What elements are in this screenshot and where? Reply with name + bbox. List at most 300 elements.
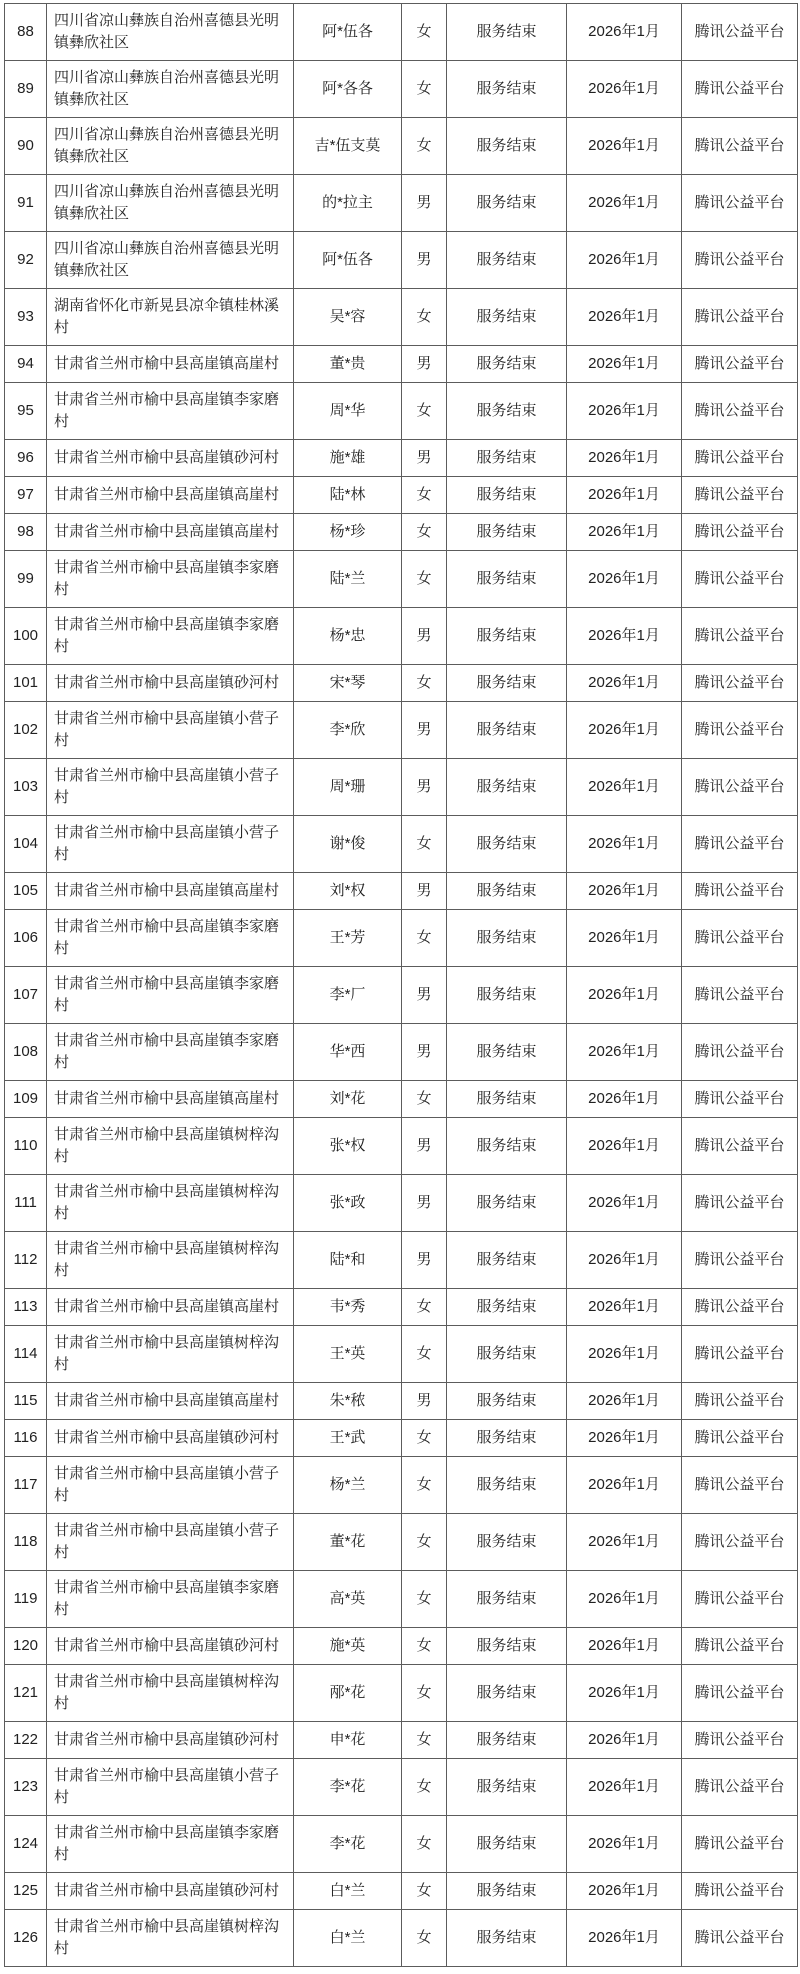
status-cell: 服务结束 xyxy=(447,665,567,702)
name-cell: 邴*花 xyxy=(294,1665,402,1722)
platform-cell: 腾讯公益平台 xyxy=(682,759,798,816)
address-cell: 甘肃省兰州市榆中县高崖镇高崖村 xyxy=(47,873,294,910)
date-cell: 2026年1月 xyxy=(567,514,682,551)
gender-cell: 女 xyxy=(402,383,447,440)
address-cell: 四川省凉山彝族自治州喜德县光明镇彝欣社区 xyxy=(47,232,294,289)
table-row xyxy=(5,1759,798,1816)
row-number-cell: 113 xyxy=(5,1289,47,1326)
name-cell: 谢*俊 xyxy=(294,816,402,873)
address-cell: 甘肃省兰州市榆中县高崖镇李家磨村 xyxy=(47,910,294,967)
gender-cell: 男 xyxy=(402,608,447,665)
table-row xyxy=(5,1175,798,1232)
status-cell: 服务结束 xyxy=(447,175,567,232)
platform-cell: 腾讯公益平台 xyxy=(682,1289,798,1326)
gender-cell: 女 xyxy=(402,1665,447,1722)
row-number-cell: 110 xyxy=(5,1118,47,1175)
address-cell: 甘肃省兰州市榆中县高崖镇高崖村 xyxy=(47,514,294,551)
gender-cell: 女 xyxy=(402,1759,447,1816)
row-number-cell: 93 xyxy=(5,289,47,346)
platform-cell: 腾讯公益平台 xyxy=(682,1759,798,1816)
platform-cell: 腾讯公益平台 xyxy=(682,1457,798,1514)
address-cell: 甘肃省兰州市榆中县高崖镇小营子村 xyxy=(47,816,294,873)
date-cell: 2026年1月 xyxy=(567,608,682,665)
status-cell: 服务结束 xyxy=(447,910,567,967)
date-cell: 2026年1月 xyxy=(567,1816,682,1873)
address-cell: 甘肃省兰州市榆中县高崖镇高崖村 xyxy=(47,1081,294,1118)
address-cell: 甘肃省兰州市榆中县高崖镇树梓沟村 xyxy=(47,1118,294,1175)
status-cell: 服务结束 xyxy=(447,383,567,440)
date-cell: 2026年1月 xyxy=(567,346,682,383)
platform-cell: 腾讯公益平台 xyxy=(682,289,798,346)
platform-cell: 腾讯公益平台 xyxy=(682,61,798,118)
name-cell: 华*西 xyxy=(294,1024,402,1081)
platform-cell: 腾讯公益平台 xyxy=(682,551,798,608)
row-number-cell: 124 xyxy=(5,1816,47,1873)
gender-cell: 女 xyxy=(402,665,447,702)
address-cell: 甘肃省兰州市榆中县高崖镇高崖村 xyxy=(47,346,294,383)
gender-cell: 男 xyxy=(402,1024,447,1081)
date-cell: 2026年1月 xyxy=(567,1910,682,1967)
gender-cell: 女 xyxy=(402,1816,447,1873)
address-cell: 甘肃省兰州市榆中县高崖镇李家磨村 xyxy=(47,1571,294,1628)
table-row xyxy=(5,1816,798,1873)
name-cell: 高*英 xyxy=(294,1571,402,1628)
date-cell: 2026年1月 xyxy=(567,1175,682,1232)
address-cell: 甘肃省兰州市榆中县高崖镇树梓沟村 xyxy=(47,1665,294,1722)
status-cell: 服务结束 xyxy=(447,1420,567,1457)
address-cell: 甘肃省兰州市榆中县高崖镇高崖村 xyxy=(47,477,294,514)
platform-cell: 腾讯公益平台 xyxy=(682,514,798,551)
name-cell: 朱*秾 xyxy=(294,1383,402,1420)
table-row xyxy=(5,1118,798,1175)
platform-cell: 腾讯公益平台 xyxy=(682,910,798,967)
table-row xyxy=(5,1289,798,1326)
name-cell: 王*英 xyxy=(294,1326,402,1383)
gender-cell: 女 xyxy=(402,1571,447,1628)
platform-cell: 腾讯公益平台 xyxy=(682,118,798,175)
address-cell: 甘肃省兰州市榆中县高崖镇砂河村 xyxy=(47,1873,294,1910)
name-cell: 周*珊 xyxy=(294,759,402,816)
address-cell: 甘肃省兰州市榆中县高崖镇李家磨村 xyxy=(47,608,294,665)
row-number-cell: 114 xyxy=(5,1326,47,1383)
table-row xyxy=(5,118,798,175)
row-number-cell: 100 xyxy=(5,608,47,665)
gender-cell: 男 xyxy=(402,1383,447,1420)
name-cell: 李*厂 xyxy=(294,967,402,1024)
date-cell: 2026年1月 xyxy=(567,967,682,1024)
gender-cell: 女 xyxy=(402,1420,447,1457)
table-row xyxy=(5,1232,798,1289)
row-number-cell: 117 xyxy=(5,1457,47,1514)
table-row xyxy=(5,1514,798,1571)
date-cell: 2026年1月 xyxy=(567,1722,682,1759)
table-row xyxy=(5,816,798,873)
address-cell: 甘肃省兰州市榆中县高崖镇高崖村 xyxy=(47,1289,294,1326)
row-number-cell: 123 xyxy=(5,1759,47,1816)
status-cell: 服务结束 xyxy=(447,1514,567,1571)
row-number-cell: 108 xyxy=(5,1024,47,1081)
platform-cell: 腾讯公益平台 xyxy=(682,816,798,873)
status-cell: 服务结束 xyxy=(447,61,567,118)
row-number-cell: 126 xyxy=(5,1910,47,1967)
name-cell: 申*花 xyxy=(294,1722,402,1759)
row-number-cell: 95 xyxy=(5,383,47,440)
gender-cell: 女 xyxy=(402,1628,447,1665)
status-cell: 服务结束 xyxy=(447,1232,567,1289)
status-cell: 服务结束 xyxy=(447,1759,567,1816)
name-cell: 陆*和 xyxy=(294,1232,402,1289)
row-number-cell: 121 xyxy=(5,1665,47,1722)
platform-cell: 腾讯公益平台 xyxy=(682,1175,798,1232)
gender-cell: 男 xyxy=(402,702,447,759)
row-number-cell: 91 xyxy=(5,175,47,232)
gender-cell: 女 xyxy=(402,4,447,61)
row-number-cell: 109 xyxy=(5,1081,47,1118)
status-cell: 服务结束 xyxy=(447,1081,567,1118)
name-cell: 王*芳 xyxy=(294,910,402,967)
name-cell: 白*兰 xyxy=(294,1873,402,1910)
date-cell: 2026年1月 xyxy=(567,702,682,759)
platform-cell: 腾讯公益平台 xyxy=(682,873,798,910)
address-cell: 四川省凉山彝族自治州喜德县光明镇彝欣社区 xyxy=(47,61,294,118)
status-cell: 服务结束 xyxy=(447,1289,567,1326)
address-cell: 湖南省怀化市新晃县凉伞镇桂林溪村 xyxy=(47,289,294,346)
platform-cell: 腾讯公益平台 xyxy=(682,1326,798,1383)
name-cell: 杨*珍 xyxy=(294,514,402,551)
name-cell: 张*权 xyxy=(294,1118,402,1175)
date-cell: 2026年1月 xyxy=(567,383,682,440)
status-cell: 服务结束 xyxy=(447,232,567,289)
platform-cell: 腾讯公益平台 xyxy=(682,477,798,514)
row-number-cell: 103 xyxy=(5,759,47,816)
platform-cell: 腾讯公益平台 xyxy=(682,1118,798,1175)
row-number-cell: 112 xyxy=(5,1232,47,1289)
platform-cell: 腾讯公益平台 xyxy=(682,1383,798,1420)
name-cell: 韦*秀 xyxy=(294,1289,402,1326)
table-row xyxy=(5,61,798,118)
status-cell: 服务结束 xyxy=(447,1722,567,1759)
date-cell: 2026年1月 xyxy=(567,759,682,816)
row-number-cell: 99 xyxy=(5,551,47,608)
date-cell: 2026年1月 xyxy=(567,1457,682,1514)
address-cell: 甘肃省兰州市榆中县高崖镇砂河村 xyxy=(47,665,294,702)
gender-cell: 女 xyxy=(402,118,447,175)
address-cell: 甘肃省兰州市榆中县高崖镇树梓沟村 xyxy=(47,1326,294,1383)
date-cell: 2026年1月 xyxy=(567,1081,682,1118)
gender-cell: 女 xyxy=(402,1457,447,1514)
address-cell: 甘肃省兰州市榆中县高崖镇砂河村 xyxy=(47,1420,294,1457)
date-cell: 2026年1月 xyxy=(567,4,682,61)
platform-cell: 腾讯公益平台 xyxy=(682,608,798,665)
platform-cell: 腾讯公益平台 xyxy=(682,1910,798,1967)
address-cell: 甘肃省兰州市榆中县高崖镇小营子村 xyxy=(47,759,294,816)
table-row xyxy=(5,1420,798,1457)
platform-cell: 腾讯公益平台 xyxy=(682,1514,798,1571)
gender-cell: 男 xyxy=(402,440,447,477)
gender-cell: 男 xyxy=(402,346,447,383)
address-cell: 甘肃省兰州市榆中县高崖镇李家磨村 xyxy=(47,967,294,1024)
gender-cell: 男 xyxy=(402,1118,447,1175)
address-cell: 四川省凉山彝族自治州喜德县光明镇彝欣社区 xyxy=(47,118,294,175)
platform-cell: 腾讯公益平台 xyxy=(682,1232,798,1289)
name-cell: 阿*伍各 xyxy=(294,232,402,289)
platform-cell: 腾讯公益平台 xyxy=(682,175,798,232)
status-cell: 服务结束 xyxy=(447,514,567,551)
status-cell: 服务结束 xyxy=(447,1816,567,1873)
name-cell: 李*欣 xyxy=(294,702,402,759)
name-cell: 施*雄 xyxy=(294,440,402,477)
date-cell: 2026年1月 xyxy=(567,232,682,289)
name-cell: 刘*权 xyxy=(294,873,402,910)
status-cell: 服务结束 xyxy=(447,1571,567,1628)
table-row xyxy=(5,1457,798,1514)
gender-cell: 男 xyxy=(402,1175,447,1232)
address-cell: 甘肃省兰州市榆中县高崖镇小营子村 xyxy=(47,1514,294,1571)
status-cell: 服务结束 xyxy=(447,1665,567,1722)
beneficiary-table-body xyxy=(5,4,798,1967)
name-cell: 杨*兰 xyxy=(294,1457,402,1514)
gender-cell: 女 xyxy=(402,1289,447,1326)
table-row xyxy=(5,1571,798,1628)
row-number-cell: 107 xyxy=(5,967,47,1024)
address-cell: 甘肃省兰州市榆中县高崖镇李家磨村 xyxy=(47,1816,294,1873)
platform-cell: 腾讯公益平台 xyxy=(682,1081,798,1118)
gender-cell: 女 xyxy=(402,1910,447,1967)
name-cell: 阿*伍各 xyxy=(294,4,402,61)
platform-cell: 腾讯公益平台 xyxy=(682,440,798,477)
row-number-cell: 122 xyxy=(5,1722,47,1759)
table-row xyxy=(5,1665,798,1722)
name-cell: 王*武 xyxy=(294,1420,402,1457)
platform-cell: 腾讯公益平台 xyxy=(682,702,798,759)
name-cell: 杨*忠 xyxy=(294,608,402,665)
status-cell: 服务结束 xyxy=(447,289,567,346)
table-row xyxy=(5,1628,798,1665)
status-cell: 服务结束 xyxy=(447,346,567,383)
platform-cell: 腾讯公益平台 xyxy=(682,1024,798,1081)
date-cell: 2026年1月 xyxy=(567,1289,682,1326)
date-cell: 2026年1月 xyxy=(567,1326,682,1383)
row-number-cell: 105 xyxy=(5,873,47,910)
date-cell: 2026年1月 xyxy=(567,1024,682,1081)
address-cell: 甘肃省兰州市榆中县高崖镇砂河村 xyxy=(47,440,294,477)
date-cell: 2026年1月 xyxy=(567,440,682,477)
table-row xyxy=(5,232,798,289)
name-cell: 白*兰 xyxy=(294,1910,402,1967)
name-cell: 的*拉主 xyxy=(294,175,402,232)
address-cell: 甘肃省兰州市榆中县高崖镇李家磨村 xyxy=(47,551,294,608)
date-cell: 2026年1月 xyxy=(567,1232,682,1289)
date-cell: 2026年1月 xyxy=(567,1759,682,1816)
name-cell: 陆*兰 xyxy=(294,551,402,608)
date-cell: 2026年1月 xyxy=(567,1118,682,1175)
status-cell: 服务结束 xyxy=(447,1024,567,1081)
gender-cell: 女 xyxy=(402,61,447,118)
date-cell: 2026年1月 xyxy=(567,289,682,346)
platform-cell: 腾讯公益平台 xyxy=(682,232,798,289)
table-row xyxy=(5,967,798,1024)
table-row xyxy=(5,1910,798,1967)
address-cell: 甘肃省兰州市榆中县高崖镇小营子村 xyxy=(47,702,294,759)
platform-cell: 腾讯公益平台 xyxy=(682,1873,798,1910)
platform-cell: 腾讯公益平台 xyxy=(682,346,798,383)
table-row xyxy=(5,175,798,232)
date-cell: 2026年1月 xyxy=(567,910,682,967)
row-number-cell: 116 xyxy=(5,1420,47,1457)
date-cell: 2026年1月 xyxy=(567,665,682,702)
row-number-cell: 111 xyxy=(5,1175,47,1232)
gender-cell: 女 xyxy=(402,477,447,514)
row-number-cell: 106 xyxy=(5,910,47,967)
platform-cell: 腾讯公益平台 xyxy=(682,665,798,702)
date-cell: 2026年1月 xyxy=(567,1514,682,1571)
platform-cell: 腾讯公益平台 xyxy=(682,967,798,1024)
platform-cell: 腾讯公益平台 xyxy=(682,1571,798,1628)
status-cell: 服务结束 xyxy=(447,4,567,61)
address-cell: 甘肃省兰州市榆中县高崖镇树梓沟村 xyxy=(47,1232,294,1289)
row-number-cell: 97 xyxy=(5,477,47,514)
table-row xyxy=(5,551,798,608)
platform-cell: 腾讯公益平台 xyxy=(682,1628,798,1665)
date-cell: 2026年1月 xyxy=(567,61,682,118)
status-cell: 服务结束 xyxy=(447,1628,567,1665)
date-cell: 2026年1月 xyxy=(567,551,682,608)
table-row xyxy=(5,477,798,514)
gender-cell: 男 xyxy=(402,873,447,910)
status-cell: 服务结束 xyxy=(447,608,567,665)
table-row xyxy=(5,702,798,759)
name-cell: 吴*容 xyxy=(294,289,402,346)
platform-cell: 腾讯公益平台 xyxy=(682,1665,798,1722)
name-cell: 张*政 xyxy=(294,1175,402,1232)
address-cell: 甘肃省兰州市榆中县高崖镇砂河村 xyxy=(47,1722,294,1759)
date-cell: 2026年1月 xyxy=(567,1628,682,1665)
table-row xyxy=(5,4,798,61)
platform-cell: 腾讯公益平台 xyxy=(682,383,798,440)
name-cell: 阿*各各 xyxy=(294,61,402,118)
gender-cell: 女 xyxy=(402,1514,447,1571)
row-number-cell: 98 xyxy=(5,514,47,551)
table-row xyxy=(5,665,798,702)
status-cell: 服务结束 xyxy=(447,440,567,477)
table-row xyxy=(5,759,798,816)
address-cell: 甘肃省兰州市榆中县高崖镇砂河村 xyxy=(47,1628,294,1665)
table-row xyxy=(5,1024,798,1081)
table-row xyxy=(5,383,798,440)
date-cell: 2026年1月 xyxy=(567,1383,682,1420)
status-cell: 服务结束 xyxy=(447,551,567,608)
table-row xyxy=(5,910,798,967)
status-cell: 服务结束 xyxy=(447,873,567,910)
status-cell: 服务结束 xyxy=(447,118,567,175)
name-cell: 董*花 xyxy=(294,1514,402,1571)
gender-cell: 女 xyxy=(402,289,447,346)
row-number-cell: 115 xyxy=(5,1383,47,1420)
status-cell: 服务结束 xyxy=(447,477,567,514)
table-row xyxy=(5,873,798,910)
table-row xyxy=(5,440,798,477)
table-row xyxy=(5,1326,798,1383)
status-cell: 服务结束 xyxy=(447,816,567,873)
gender-cell: 男 xyxy=(402,967,447,1024)
beneficiary-table xyxy=(4,3,798,1967)
row-number-cell: 94 xyxy=(5,346,47,383)
date-cell: 2026年1月 xyxy=(567,1420,682,1457)
name-cell: 陆*林 xyxy=(294,477,402,514)
table-row xyxy=(5,514,798,551)
status-cell: 服务结束 xyxy=(447,1175,567,1232)
status-cell: 服务结束 xyxy=(447,1910,567,1967)
row-number-cell: 104 xyxy=(5,816,47,873)
address-cell: 甘肃省兰州市榆中县高崖镇树梓沟村 xyxy=(47,1910,294,1967)
row-number-cell: 88 xyxy=(5,4,47,61)
table-row xyxy=(5,1081,798,1118)
status-cell: 服务结束 xyxy=(447,759,567,816)
platform-cell: 腾讯公益平台 xyxy=(682,1722,798,1759)
table-row xyxy=(5,289,798,346)
name-cell: 李*花 xyxy=(294,1816,402,1873)
gender-cell: 女 xyxy=(402,1326,447,1383)
gender-cell: 女 xyxy=(402,1722,447,1759)
row-number-cell: 102 xyxy=(5,702,47,759)
gender-cell: 男 xyxy=(402,1232,447,1289)
address-cell: 甘肃省兰州市榆中县高崖镇李家磨村 xyxy=(47,383,294,440)
gender-cell: 女 xyxy=(402,514,447,551)
address-cell: 甘肃省兰州市榆中县高崖镇高崖村 xyxy=(47,1383,294,1420)
table-row xyxy=(5,1383,798,1420)
row-number-cell: 96 xyxy=(5,440,47,477)
date-cell: 2026年1月 xyxy=(567,477,682,514)
date-cell: 2026年1月 xyxy=(567,1873,682,1910)
address-cell: 甘肃省兰州市榆中县高崖镇小营子村 xyxy=(47,1759,294,1816)
date-cell: 2026年1月 xyxy=(567,816,682,873)
status-cell: 服务结束 xyxy=(447,702,567,759)
gender-cell: 女 xyxy=(402,1081,447,1118)
status-cell: 服务结束 xyxy=(447,967,567,1024)
address-cell: 四川省凉山彝族自治州喜德县光明镇彝欣社区 xyxy=(47,4,294,61)
date-cell: 2026年1月 xyxy=(567,873,682,910)
row-number-cell: 90 xyxy=(5,118,47,175)
date-cell: 2026年1月 xyxy=(567,118,682,175)
date-cell: 2026年1月 xyxy=(567,1665,682,1722)
gender-cell: 男 xyxy=(402,175,447,232)
row-number-cell: 119 xyxy=(5,1571,47,1628)
name-cell: 周*华 xyxy=(294,383,402,440)
name-cell: 吉*伍支莫 xyxy=(294,118,402,175)
status-cell: 服务结束 xyxy=(447,1457,567,1514)
address-cell: 甘肃省兰州市榆中县高崖镇李家磨村 xyxy=(47,1024,294,1081)
platform-cell: 腾讯公益平台 xyxy=(682,4,798,61)
name-cell: 施*英 xyxy=(294,1628,402,1665)
gender-cell: 女 xyxy=(402,910,447,967)
gender-cell: 男 xyxy=(402,232,447,289)
status-cell: 服务结束 xyxy=(447,1873,567,1910)
row-number-cell: 101 xyxy=(5,665,47,702)
gender-cell: 女 xyxy=(402,551,447,608)
gender-cell: 男 xyxy=(402,759,447,816)
row-number-cell: 120 xyxy=(5,1628,47,1665)
row-number-cell: 125 xyxy=(5,1873,47,1910)
address-cell: 甘肃省兰州市榆中县高崖镇树梓沟村 xyxy=(47,1175,294,1232)
status-cell: 服务结束 xyxy=(447,1383,567,1420)
row-number-cell: 89 xyxy=(5,61,47,118)
platform-cell: 腾讯公益平台 xyxy=(682,1420,798,1457)
table-row xyxy=(5,346,798,383)
name-cell: 董*贵 xyxy=(294,346,402,383)
table-row xyxy=(5,608,798,665)
name-cell: 刘*花 xyxy=(294,1081,402,1118)
status-cell: 服务结束 xyxy=(447,1326,567,1383)
